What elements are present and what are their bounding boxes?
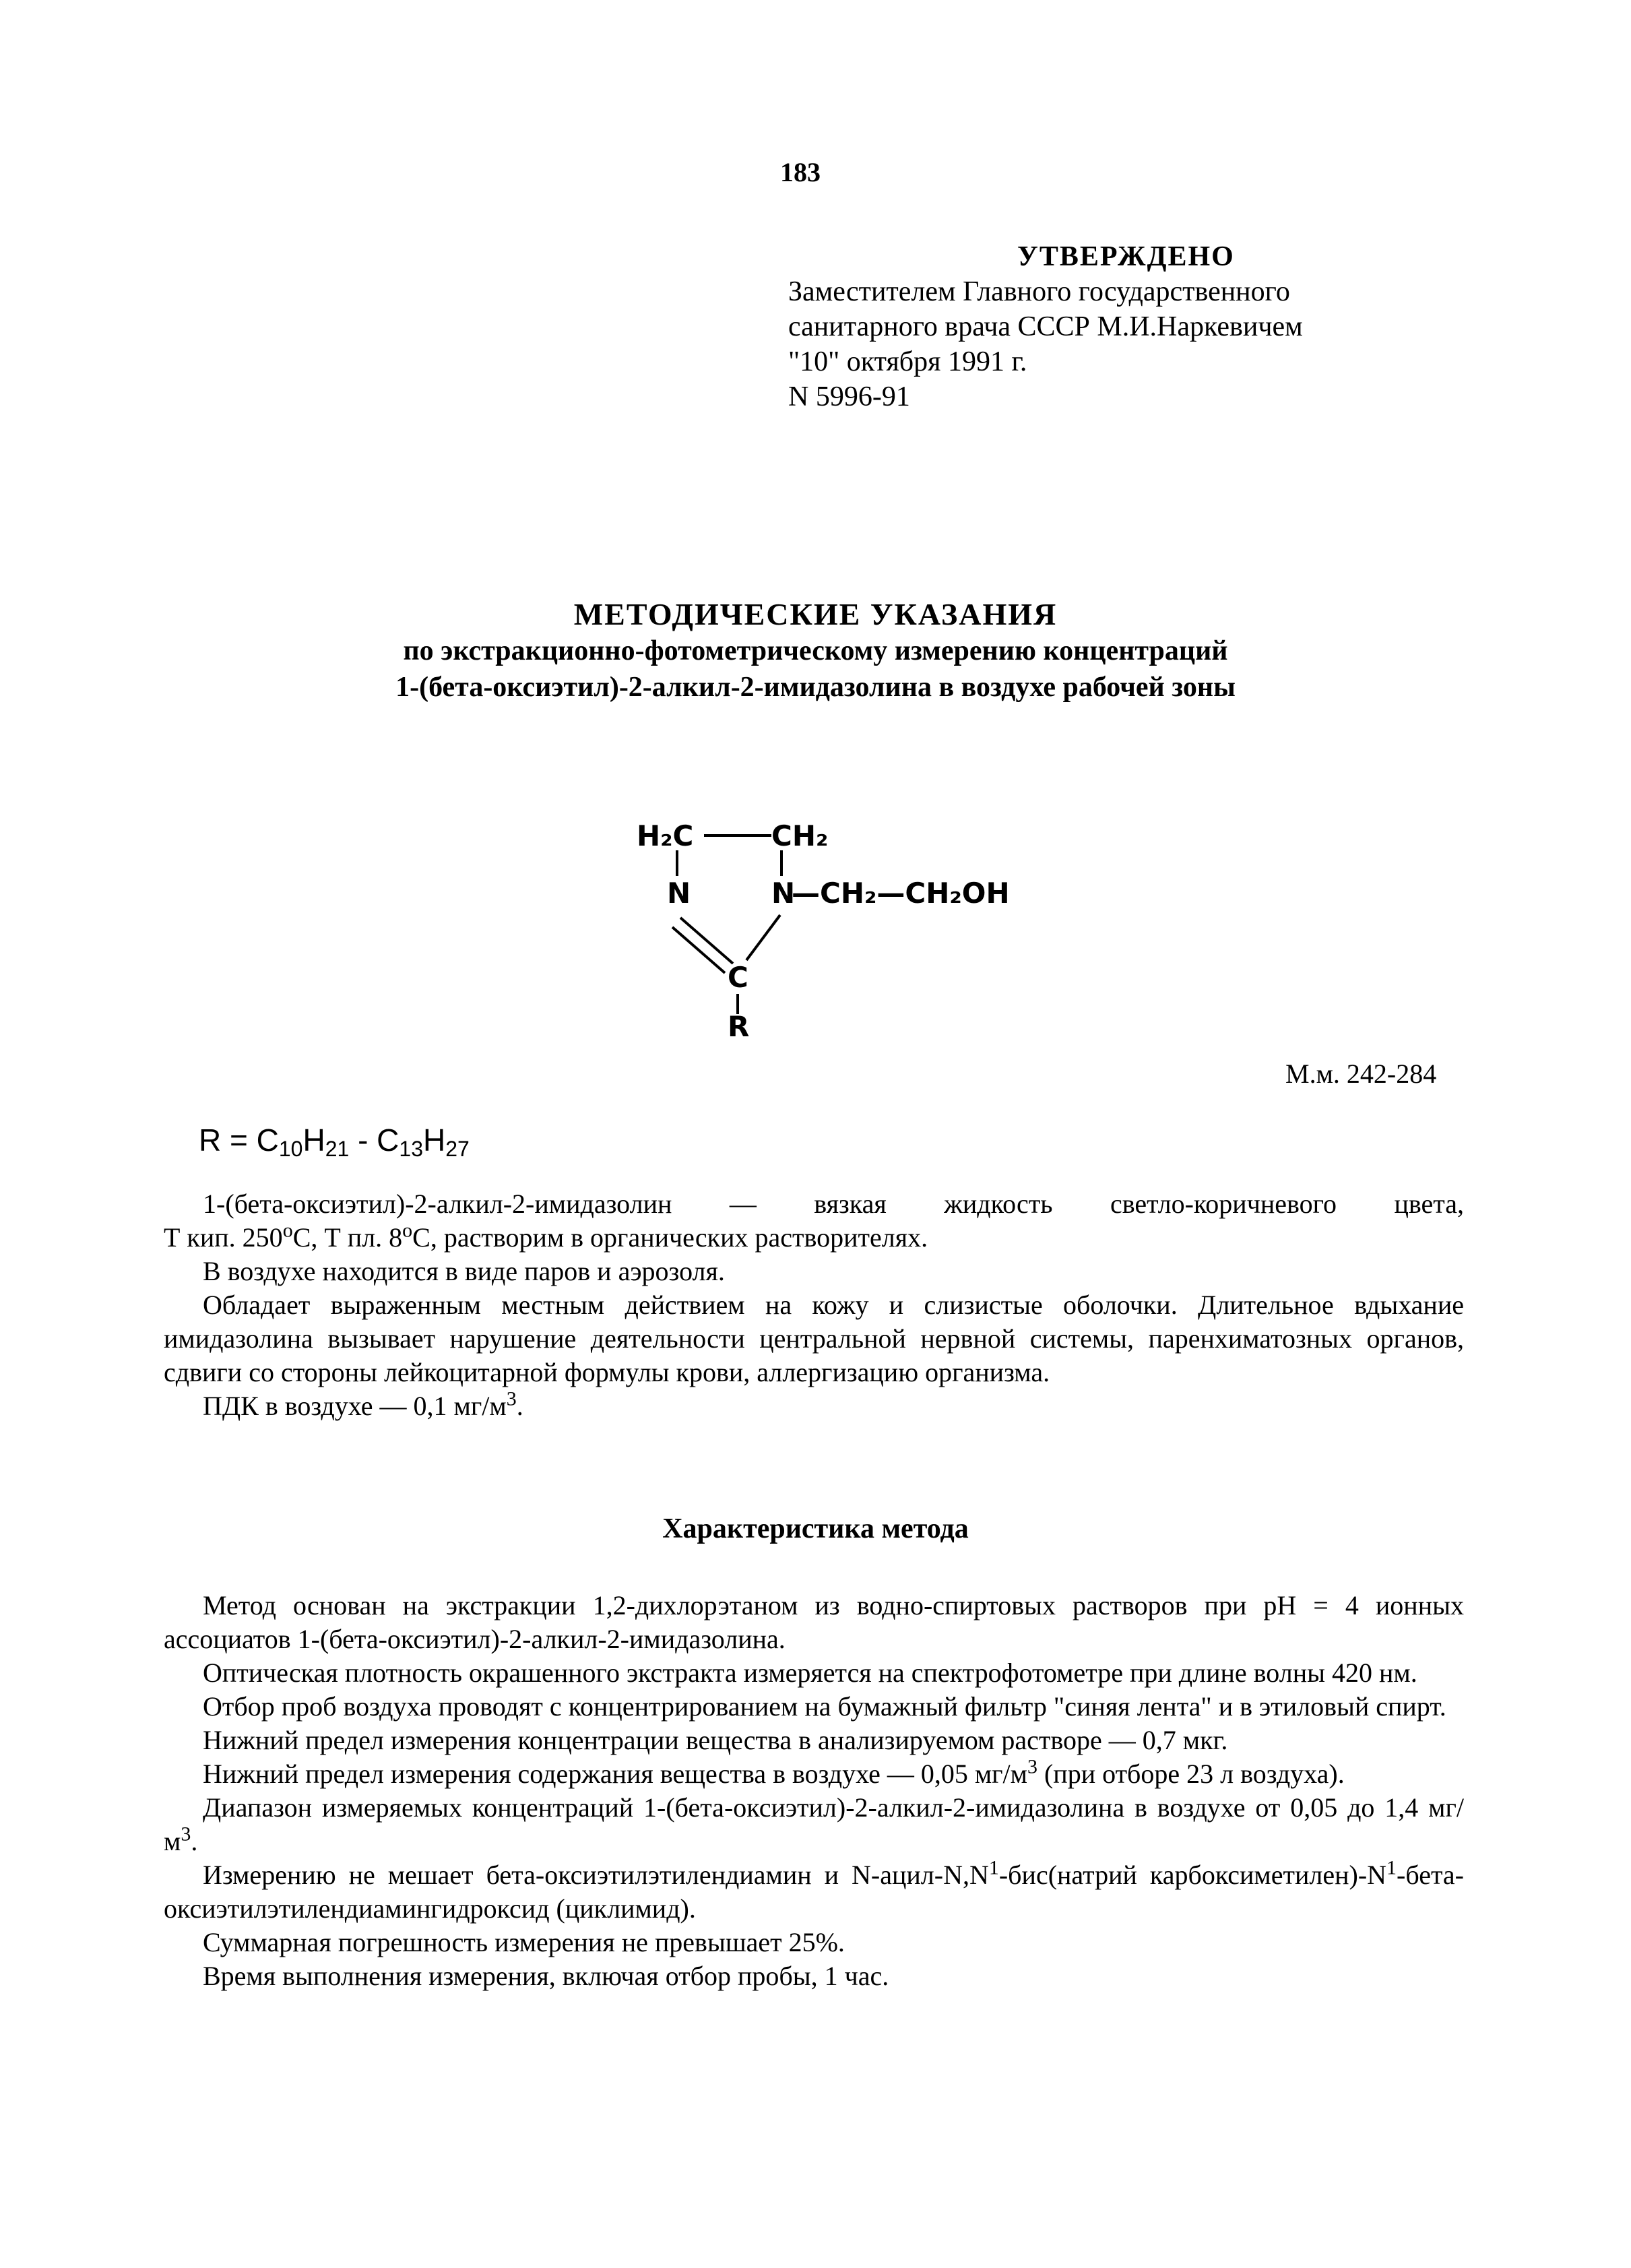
document-title (0, 596, 1631, 705)
paragraph: ПДК в воздухе — 0,1 $мг/м^3$. (203, 1387, 523, 1421)
section-title: Характеристика метода (662, 1513, 969, 1544)
approval-date: "10" октября 1991 г. (788, 346, 1027, 377)
page-number: 183 (780, 157, 821, 187)
approval-number: N 5996-91 (788, 381, 910, 412)
paragraph: Обладает выраженным местным действием на кожу и слизистые оболочки. Длительное вдыхание имидазолина вызывает нарушение деятельности центральной нервной системы, паренхиматозных органов, сдвиги со стороны лейкоцитарной формулы крови, аллергизацию организма. (164, 1290, 1464, 1387)
title-main: МЕТОДИЧЕСКИЕ УКАЗАНИЯ (573, 597, 1058, 631)
paragraph: 1-(бета-оксиэтил)-2-алкил-2-имидазолин — вязкая жидкость светло-коричневого цвета, (203, 1189, 1464, 1219)
bond (746, 915, 780, 960)
paragraph: Суммарная погрешность измерения не превышает 25%. (203, 1927, 845, 1957)
intro-text (164, 1187, 1464, 1423)
approval-heading: УТВЕРЖДЕНО (1017, 241, 1235, 272)
paragraph: Метод основан на экстракции 1,2-дихлорэтаном из водно-спиртовых растворов при рН = 4 ионных ассоциатов 1-(бета-оксиэтил)-2-алкил-2-имидазолина. (164, 1590, 1464, 1654)
formula-r: R (728, 1010, 750, 1038)
formula-n-right: N (771, 877, 796, 910)
method-text (164, 1589, 1464, 1993)
formula-ch2-top: CH₂ (771, 819, 829, 852)
paragraph: Диапазон измеряемых концентраций 1-(бета-оксиэтил)-2-алкил-2-имидазолина в воздухе от 0,05 до 1,4 $мг/м^3$. (164, 1792, 1464, 1856)
formula-chain: —CH₂—CH₂OH (792, 877, 1010, 910)
paragraph: Измерению не мешает бета-оксиэтилэтилендиамин и $N-ацил-N,N^1-бис(натрий$ $карбоксиметилен)-N^1-бета$-оксиэтилэтилендиамингидроксид (циклимид). (164, 1856, 1464, 1924)
paragraph: Нижний предел измерения содержания вещества в воздухе — 0,05 $мг/м^3$ (при отборе 23 л воздуха). (203, 1755, 1345, 1789)
approval-block (788, 239, 1303, 414)
paragraph: Т кип. 250$^o$С, Т пл. 8$^o$С, растворим в органических растворителях. (164, 1219, 928, 1253)
paragraph: Нижний предел измерения концентрации вещества в анализируемом растворе — 0,7 мкг. (203, 1725, 1228, 1755)
approval-line: санитарного врача СССР М.И.Наркевичем (788, 311, 1303, 342)
molecular-mass: М.м. 242-284 (1285, 1059, 1437, 1089)
formula-c: C (728, 961, 748, 994)
paragraph: Оптическая плотность окрашенного экстракта измеряется на спектрофотометре при длине волны 420 нм. (203, 1658, 1417, 1688)
approval-line: Заместителем Главного государственного (788, 276, 1290, 307)
title-line: 1-(бета-оксиэтил)-2-алкил-2-имидазолина в воздухе рабочей зоны (395, 672, 1236, 703)
formula-h2c: H₂C (637, 819, 694, 852)
structural-formula (606, 809, 1024, 1038)
r-group-formula: $R = C_{10}H_{21} - C_{13}H_{27}$ (199, 1123, 470, 1161)
formula-n-left: N (667, 877, 691, 910)
paragraph: В воздухе находится в виде паров и аэрозоля. (203, 1256, 725, 1286)
paragraph: Время выполнения измерения, включая отбор пробы, 1 час. (203, 1961, 889, 1991)
paragraph: Отбор проб воздуха проводят с концентрированием на бумажный фильтр "синяя лента" и в этиловый спирт. (203, 1691, 1446, 1722)
title-line: по экстракционно-фотометрическому измерению концентраций (403, 635, 1228, 666)
